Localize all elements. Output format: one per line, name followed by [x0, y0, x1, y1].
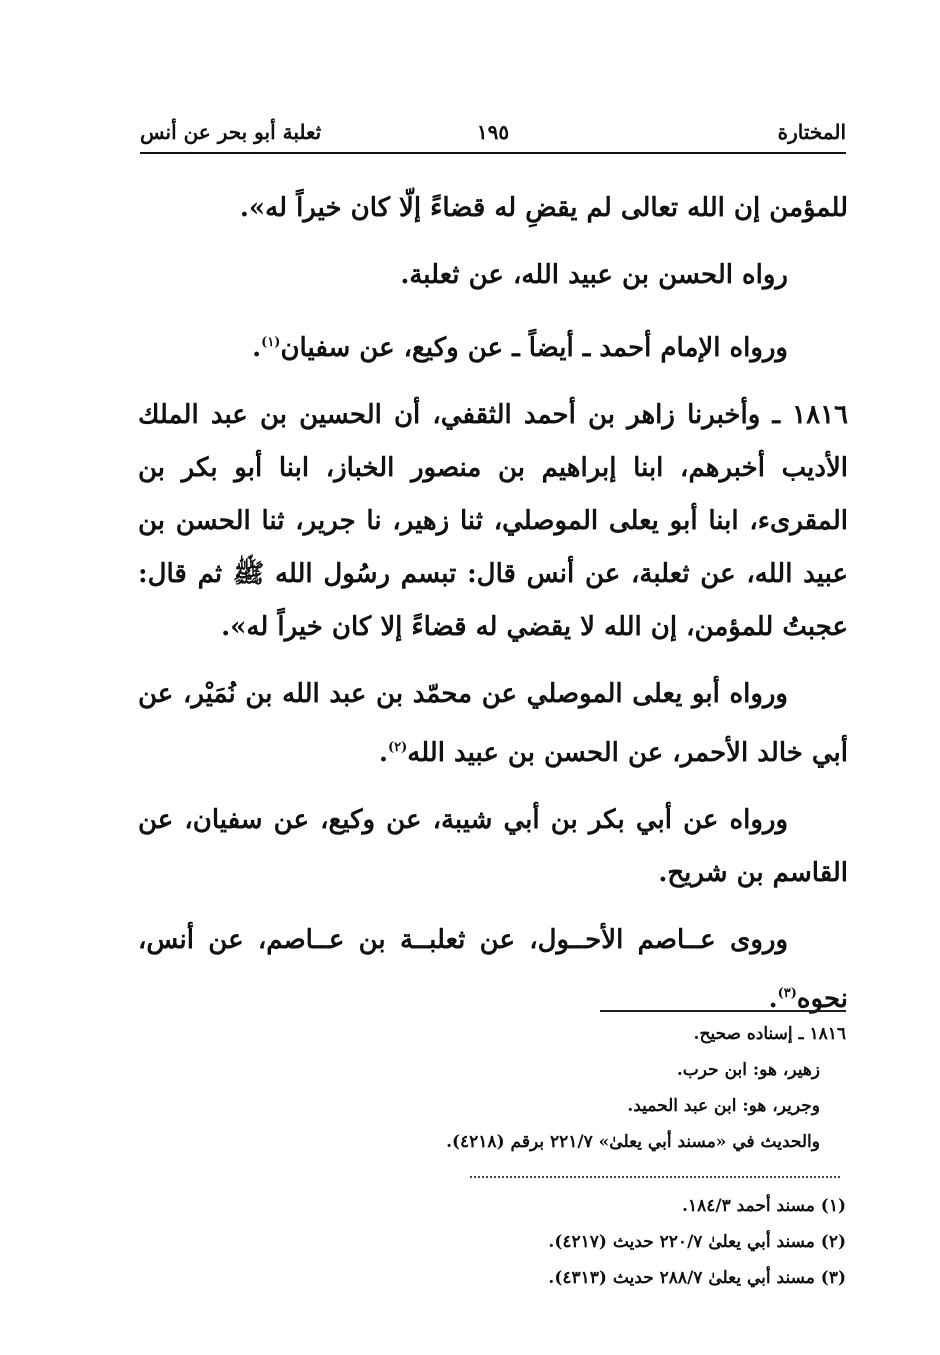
paragraph-1: للمؤمن إن الله تعالى لم يقضِ له قضاءً إلّا كان خيراً له». — [239, 193, 848, 223]
book-title: المختارة — [777, 120, 846, 144]
hadith-1816: ١٨١٦ ـ وأخبرنا زاهر بن أحمد الثقفي، أن الحسين بن عبد الملك الأديب أخبرهم، ابنا إبراهيم بن منصور الخباز، ابنا أبو بكر بن المقرىء، ابنا أبو يعلى الموصلي، ثنا زهير، نا جرير، ثنا الحسن بن عبيد الله، عن ثعلبة، عن أنس قال: تبسم رسُول الله ﷺ ثم قال: عجبتُ للمؤمن، إن الله لا يقضي له قضاءً إلا كان خيراً له». — [138, 400, 848, 642]
paragraph-3-text: ورواه الإمام أحمد ـ أيضاً ـ عن وكيع، عن سفيان — [280, 333, 788, 363]
commentary-line-4: والحديث في «مسند أبي يعلىٰ» ٢٢١/٧ برقم (٤٢١٨). — [446, 1132, 820, 1152]
header-rule — [140, 152, 846, 154]
footnotes — [138, 1188, 846, 1296]
paragraph-6: ورواه عن أبي بكر بن أبي شيبة، عن وكيع، عن سفيان، عن القاسم بن شريح. — [138, 805, 848, 888]
page-number: ١٩٥ — [476, 120, 510, 144]
footnote-ref-2: (٢) — [387, 740, 408, 755]
paragraph-5-text: ورواه أبو يعلى الموصلي عن محمّد بن عبد الله بن نُمَيْر، عن أبي خالد الأحمر، عن الحسن بن عبيد الله — [138, 679, 848, 768]
paragraph-2: رواه الحسن بن عبيد الله، عن ثعلبة. — [400, 260, 788, 290]
commentary-line-2: زهير، هو: ابن حرب. — [676, 1060, 820, 1080]
chapter-title: ثعلبة أبو بحر عن أنس — [140, 120, 322, 144]
paragraph-7-text: وروى عــاصم الأحــول، عن ثعلبــة بن عــاصم، عن أنس، نحوه — [138, 925, 848, 1014]
running-header — [140, 118, 846, 150]
footnote-ref-3: (٣) — [777, 986, 797, 1001]
footnote-ref-1: (١) — [261, 335, 281, 350]
footnote-1: (١) مسند أحمد ١٨٤/٣. — [682, 1196, 846, 1216]
dotted-separator — [470, 1176, 840, 1178]
footnote-2: (٢) مسند أبي يعلىٰ ٢٢٠/٧ حديث (٤٢١٧). — [548, 1232, 846, 1252]
commentary-line-1: ١٨١٦ ـ إسناده صحيح. — [693, 1024, 846, 1044]
footnote-3: (٣) مسند أبي يعلىٰ ٢٨٨/٧ حديث (٤٣١٣). — [548, 1268, 846, 1288]
main-text — [138, 182, 848, 1026]
paragraph-3-end: . — [252, 333, 262, 363]
paragraph-5 — [138, 668, 848, 780]
commentary-line-3: وجرير، هو: ابن عبد الحميد. — [627, 1096, 820, 1116]
paragraph-5-end: . — [378, 738, 388, 768]
paragraph-3 — [138, 316, 848, 375]
commentary-notes — [138, 1016, 846, 1160]
paragraph-7-end: . — [768, 984, 778, 1014]
footnote-separator — [600, 1010, 846, 1012]
